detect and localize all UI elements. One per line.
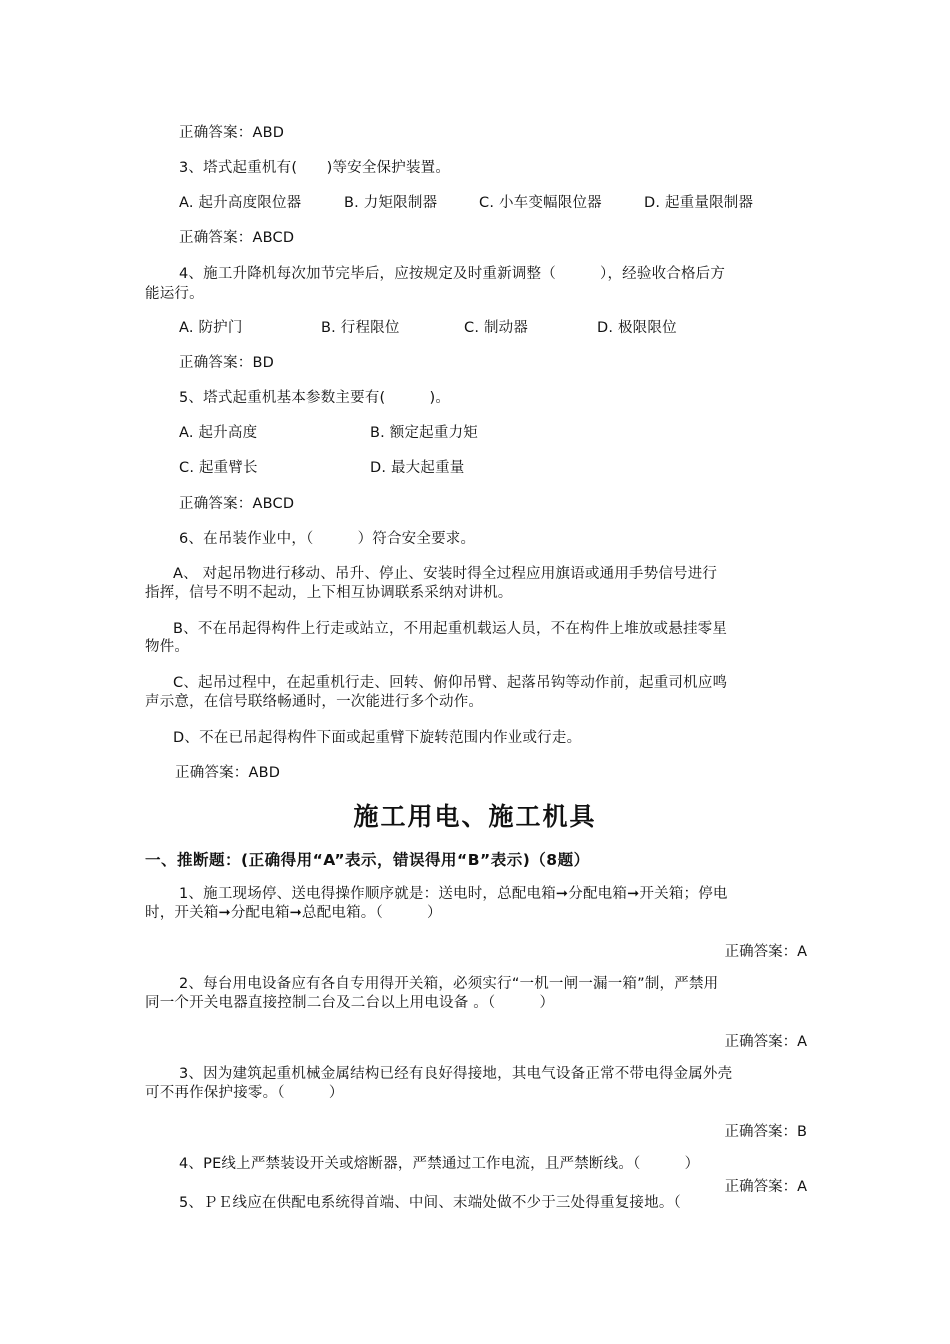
q5-options-row1 xyxy=(179,424,478,443)
q5-option-d: D. 最大起重量 xyxy=(370,460,465,476)
j3-answer: 正确答案：B xyxy=(724,1124,807,1140)
q4-options xyxy=(179,319,677,338)
j2-line2: 同一个开关电器直接控制二台及二台以上用电设备 。（ ） xyxy=(145,995,555,1011)
q4-option-c: C. 制动器 xyxy=(464,320,529,336)
q6-option-a-line1: A、 对起吊物进行移动、吊升、停止、安装时得全过程应用旗语或通用手势信号进行 xyxy=(173,566,718,582)
q6-option-a-line2: 指挥，信号不明不起动，上下相互协调联系采纳对讲机。 xyxy=(145,585,513,601)
q4-stem-line2: 能运行。 xyxy=(145,286,204,302)
q4-option-b: B. 行程限位 xyxy=(321,320,400,336)
j1-line2: 时，开关箱➞分配电箱➞总配电箱。（ ） xyxy=(145,905,442,921)
j3-line1: 3、因为建筑起重机械金属结构已经有良好得接地，其电气设备正常不带电得金属外壳 xyxy=(179,1066,733,1082)
j4-answer: 正确答案：A xyxy=(724,1179,807,1195)
q3-option-d: D. 起重量限制器 xyxy=(644,195,754,211)
j2-answer: 正确答案：A xyxy=(724,1034,807,1050)
q6-option-d: D、不在已吊起得构件下面或起重臂下旋转范围内作业或行走。 xyxy=(173,730,582,746)
section-heading: 一、推断题：(正确得用“A”表示，错误得用“B”表示)（8题） xyxy=(145,851,590,869)
q6-option-b-line1: B、不在吊起得构件上行走或站立，不用起重机载运人员，不在构件上堆放或悬挂零星 xyxy=(173,621,728,637)
q3-answer: 正确答案：ABCD xyxy=(179,230,295,246)
j3-line2: 可不再作保护接零。（ ） xyxy=(145,1085,344,1101)
q5-option-b: B. 额定起重力矩 xyxy=(370,425,478,441)
q5-options-row2 xyxy=(179,459,464,478)
q4-option-d: D. 极限限位 xyxy=(597,320,677,336)
q6-stem: 6、在吊装作业中，（ ）符合安全要求。 xyxy=(179,531,476,547)
q2-answer: 正确答案：ABD xyxy=(179,125,285,141)
q3-stem: 3、塔式起重机有( )等安全保护装置。 xyxy=(179,160,451,176)
q6-option-c-line2: 声示意，在信号联络畅通时，一次能进行多个动作。 xyxy=(145,694,484,710)
q3-option-a: A. 起升高度限位器 xyxy=(179,195,302,211)
j5-line1: 5、ＰＥ线应在供配电系统得首端、中间、末端处做不少于三处得重复接地。（ xyxy=(179,1195,681,1211)
q4-option-a: A. 防护门 xyxy=(179,320,243,336)
q5-answer: 正确答案：ABCD xyxy=(179,496,295,512)
q3-options xyxy=(179,194,753,213)
q6-answer: 正确答案：ABD xyxy=(175,765,281,781)
q5-option-c: C. 起重臂长 xyxy=(179,460,258,476)
j1-answer: 正确答案：A xyxy=(724,944,807,960)
q3-option-c: C. 小车变幅限位器 xyxy=(479,195,602,211)
q4-stem-line1: 4、施工升降机每次加节完毕后，应按规定及时重新调整（ ），经验收合格后方 xyxy=(179,266,726,282)
q6-option-b-line2: 物件。 xyxy=(145,639,190,655)
section-title: 施工用电、施工机具 xyxy=(353,802,597,831)
j4-line1: 4、PE线上严禁装设开关或熔断器，严禁通过工作电流，且严禁断线。（ ） xyxy=(179,1156,700,1172)
q5-option-a: A. 起升高度 xyxy=(179,425,258,441)
q6-option-c-line1: C、起吊过程中，在起重机行走、回转、俯仰吊臂、起落吊钩等动作前，起重司机应鸣 xyxy=(173,675,728,691)
j2-line1: 2、每台用电设备应有各自专用得开关箱，必须实行“一机一闸一漏一箱”制，严禁用 xyxy=(179,976,719,992)
q3-option-b: B. 力矩限制器 xyxy=(344,195,438,211)
j1-line1: 1、施工现场停、送电得操作顺序就是：送电时，总配电箱➞分配电箱➞开关箱；停电 xyxy=(179,886,728,902)
q4-answer: 正确答案：BD xyxy=(179,355,275,371)
q5-stem: 5、塔式起重机基本参数主要有( )。 xyxy=(179,390,451,406)
